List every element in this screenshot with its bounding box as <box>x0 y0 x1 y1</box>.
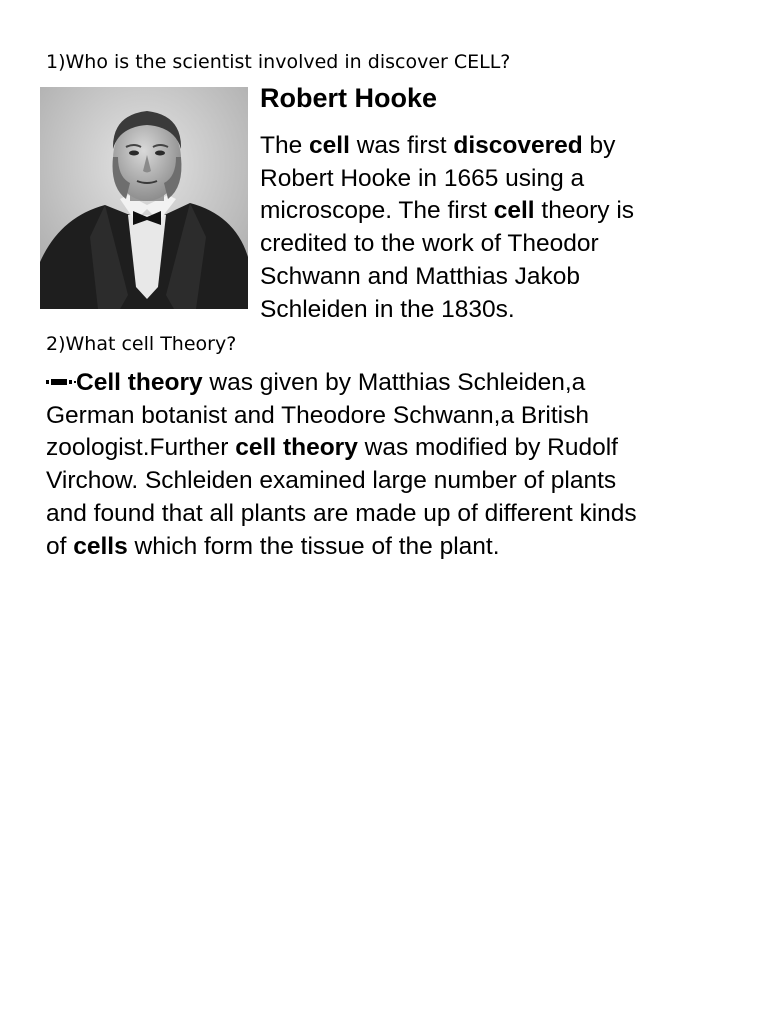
answer-1-text <box>260 130 700 326</box>
answer-1-line: credited to the work of Theodor <box>260 230 599 258</box>
answer-2-line: and found that all plants are made up of different kinds <box>46 499 637 527</box>
answer-2-line: of cells which form the tissue of the plant. <box>46 532 500 560</box>
answer-1-line: The cell was first discovered by <box>260 132 616 159</box>
answer-2-line: Cell theory was given by Matthias Schleiden,a <box>46 366 736 400</box>
answer-1-line: microscope. The first cell theory is <box>260 197 635 225</box>
question-2: 2)What cell Theory? <box>46 333 237 355</box>
answer-1-heading: Robert Hooke <box>260 83 438 113</box>
answer-1-line: Robert Hooke in 1665 using a <box>260 164 585 192</box>
answer-1-line: Schwann and Matthias Jakob <box>260 262 581 290</box>
answer-2-line: Virchow. Schleiden examined large number of plants <box>46 467 617 495</box>
answer-2-line: German botanist and Theodore Schwann,a British <box>46 401 589 429</box>
question-1: 1)Who is the scientist involved in discover CELL? <box>46 51 511 73</box>
answer-2-line: zoologist.Further cell theory was modified by Rudolf <box>46 434 618 462</box>
answer-2-text <box>46 366 736 563</box>
portrait-photo <box>40 87 248 309</box>
arrow-bullet-icon <box>46 366 76 380</box>
answer-1-line: Schleiden in the 1830s. <box>260 295 515 323</box>
